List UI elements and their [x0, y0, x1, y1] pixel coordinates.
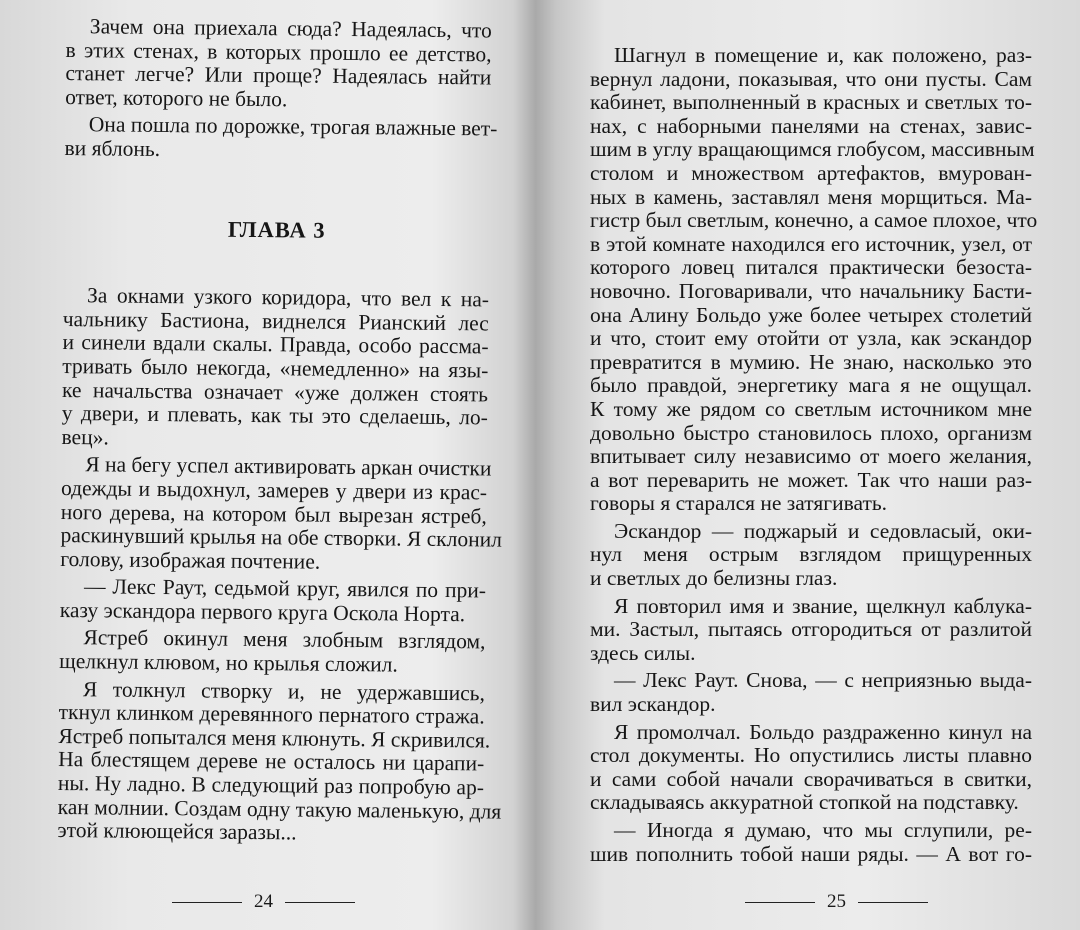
text-line: Ястреб попытался меня клюнуть. Я скривился.	[58, 723, 491, 753]
right-page-folio	[733, 891, 940, 913]
text-line: ных в камень, заставлял меня морщиться. Ма-	[590, 184, 1032, 209]
folio-rule-left	[172, 902, 242, 903]
text-line: вец».	[61, 424, 109, 450]
text-line: вил эскандор.	[590, 692, 716, 717]
text-line: и синели вдали скалы. Правда, особо рассма-	[62, 330, 489, 359]
text-line: ного дерева, на котором был вырезан ястреб,	[60, 499, 487, 528]
text-line: ви яблонь.	[64, 135, 161, 161]
paragraph	[590, 595, 1032, 666]
right-page-text	[590, 43, 1038, 870]
paragraph	[59, 626, 485, 678]
text-line: было правдой, энергетику мага я не ощущал.	[590, 373, 1032, 398]
text-line: Эскандор — поджарый и седовласый, оки-	[614, 518, 1032, 543]
text-line: станет легче? Или проще? Надеялась найти	[65, 61, 492, 90]
text-line: у двери, и плевать, как ты это сделаешь, ло-	[61, 401, 488, 430]
text-line: превратится в мумию. Не знаю, насколько это	[590, 349, 1032, 374]
text-line: а вот переварить не может. Так что наши раз-	[590, 467, 1032, 492]
text-line: вернул ладони, показывая, что они пусты. Сам	[590, 66, 1032, 91]
text-line: складываясь аккуратной стопкой на подставку.	[590, 790, 1019, 815]
text-line: ми. Застыл, пытаясь отгородиться от разлитой	[590, 617, 1032, 642]
text-line: раскинувший крылья на обе створки. Я склонил	[60, 523, 503, 552]
text-line: — Иногда я думаю, что мы сглупили, ре-	[614, 818, 1032, 842]
text-line: довольно быстро становилось плохо, организм	[590, 420, 1032, 445]
text-line: Я толкнул створку и, не удержавшись,	[82, 676, 486, 706]
paragraph	[64, 112, 498, 165]
text-line: и светлых до белизны глаз.	[590, 566, 838, 591]
text-line: казу эскандора первого круга Оскола Норта.	[59, 597, 466, 627]
text-line: которого ловец питался практически безоста-	[590, 255, 1032, 280]
text-line: ны. Ну ладно. В следующий раз попробую ар-	[57, 770, 485, 800]
text-line: Зачем она приехала сюда? Надеялась, что	[89, 14, 492, 43]
text-line: впитывает силу независимо от моего желания,	[590, 444, 1032, 469]
paragraph	[590, 520, 1032, 591]
left-page	[0, 0, 528, 930]
text-line: стол документы. Но опустились листы плавно	[590, 743, 1032, 768]
chapter-title: ГЛАВА 3	[227, 216, 326, 243]
text-line: щелкнул клювом, но крылья сложил.	[59, 649, 398, 677]
text-line: здесь силы.	[590, 640, 696, 665]
text-line: нах, с наборными панелями на стенах, завис-	[590, 113, 1032, 138]
folio-rule-right	[285, 902, 355, 903]
folio-rule-left	[745, 902, 815, 903]
text-line: Я на бегу успел активировать аркан очистки	[85, 452, 492, 481]
left-page-text	[57, 14, 503, 851]
text-line: этой клюющейся заразы...	[57, 818, 297, 845]
paragraph	[61, 284, 489, 454]
folio-rule-right	[858, 902, 928, 903]
text-line: тривать было некогда, «немедленно» на язы-	[62, 353, 489, 383]
paragraph	[590, 43, 1038, 516]
page-number-24: 24	[254, 891, 273, 912]
text-line: ответ, которого не было.	[65, 84, 288, 112]
text-line: Ястреб окинул меня злобным взглядом,	[83, 625, 486, 654]
page-number-25: 25	[827, 891, 846, 912]
text-line: Я повторил имя и звание, щелкнул каблука-	[614, 593, 1032, 618]
text-line: в этой комнате находился его источник, узел, от	[590, 231, 1032, 256]
text-line: она Алину Больдо уже более четырех столетий	[590, 302, 1032, 327]
text-line: в этих стенах, в которых прошло ее детство,	[65, 37, 492, 67]
paragraph	[60, 575, 486, 627]
right-page	[528, 0, 1080, 930]
text-line: кан молнии. Создам одну такую маленькую, для	[57, 794, 502, 824]
text-line: шив пополнить тобой наши ряды. — А вот го-	[590, 841, 1032, 866]
paragraph	[590, 721, 1032, 815]
text-line: ке начальства означает «уже должен стоять	[61, 377, 489, 406]
text-line: ткнул клинком деревянного пернатого стража.	[58, 700, 485, 729]
text-line: нул меня острым взглядом прищуренных	[590, 542, 1032, 567]
text-line: голову, изображая почтение.	[60, 546, 321, 574]
paragraph	[590, 669, 1032, 716]
paragraph	[57, 676, 502, 848]
text-line: чальнику Бастиона, виднелся Рианский лес	[62, 306, 489, 336]
left-page-folio	[160, 891, 367, 913]
paragraph	[65, 15, 492, 114]
text-line: гистр был светлым, конечно, а самое плохое, что	[590, 208, 1038, 233]
text-line: За окнами узкого коридора, что вел к на-	[86, 283, 490, 312]
paragraph	[60, 452, 503, 575]
text-line: столом и множеством артефактов, вмурован-	[590, 160, 1032, 185]
text-line: — Лекс Раут. Снова, — с неприязнью выда-	[614, 668, 1032, 693]
text-line: Я промолчал. Больдо раздраженно кинул на	[614, 719, 1032, 744]
text-line: Шагнул в помещение и, как положено, раз-	[614, 43, 1032, 67]
paragraph	[590, 819, 1032, 866]
text-line: одежды и выдохнул, замерев у двери из крас-	[60, 475, 488, 505]
text-line: говоры я старался не затягивать.	[590, 491, 888, 516]
text-line: — Лекс Раут, седьмой круг, явился по при-	[83, 574, 487, 603]
text-line: и сами собой начали сворачиваться в свитки,	[590, 766, 1032, 791]
text-line: и что, стоит ему отойти от узла, как эскандор	[590, 326, 1032, 351]
text-line: кабинет, выполненный в красных и светлых то-	[590, 90, 1032, 115]
text-line: шим в углу вращающимся глобусом, массивным	[590, 137, 1035, 162]
text-line: новочно. Поговаривали, что начальнику Басти-	[590, 278, 1032, 303]
text-line: Она пошла по дорожке, трогая влажные вет-	[88, 112, 498, 141]
text-line: На блестящем дереве не осталось ни царапи-	[58, 747, 485, 776]
text-line: К тому же рядом со светлым источником мне	[590, 396, 1032, 421]
